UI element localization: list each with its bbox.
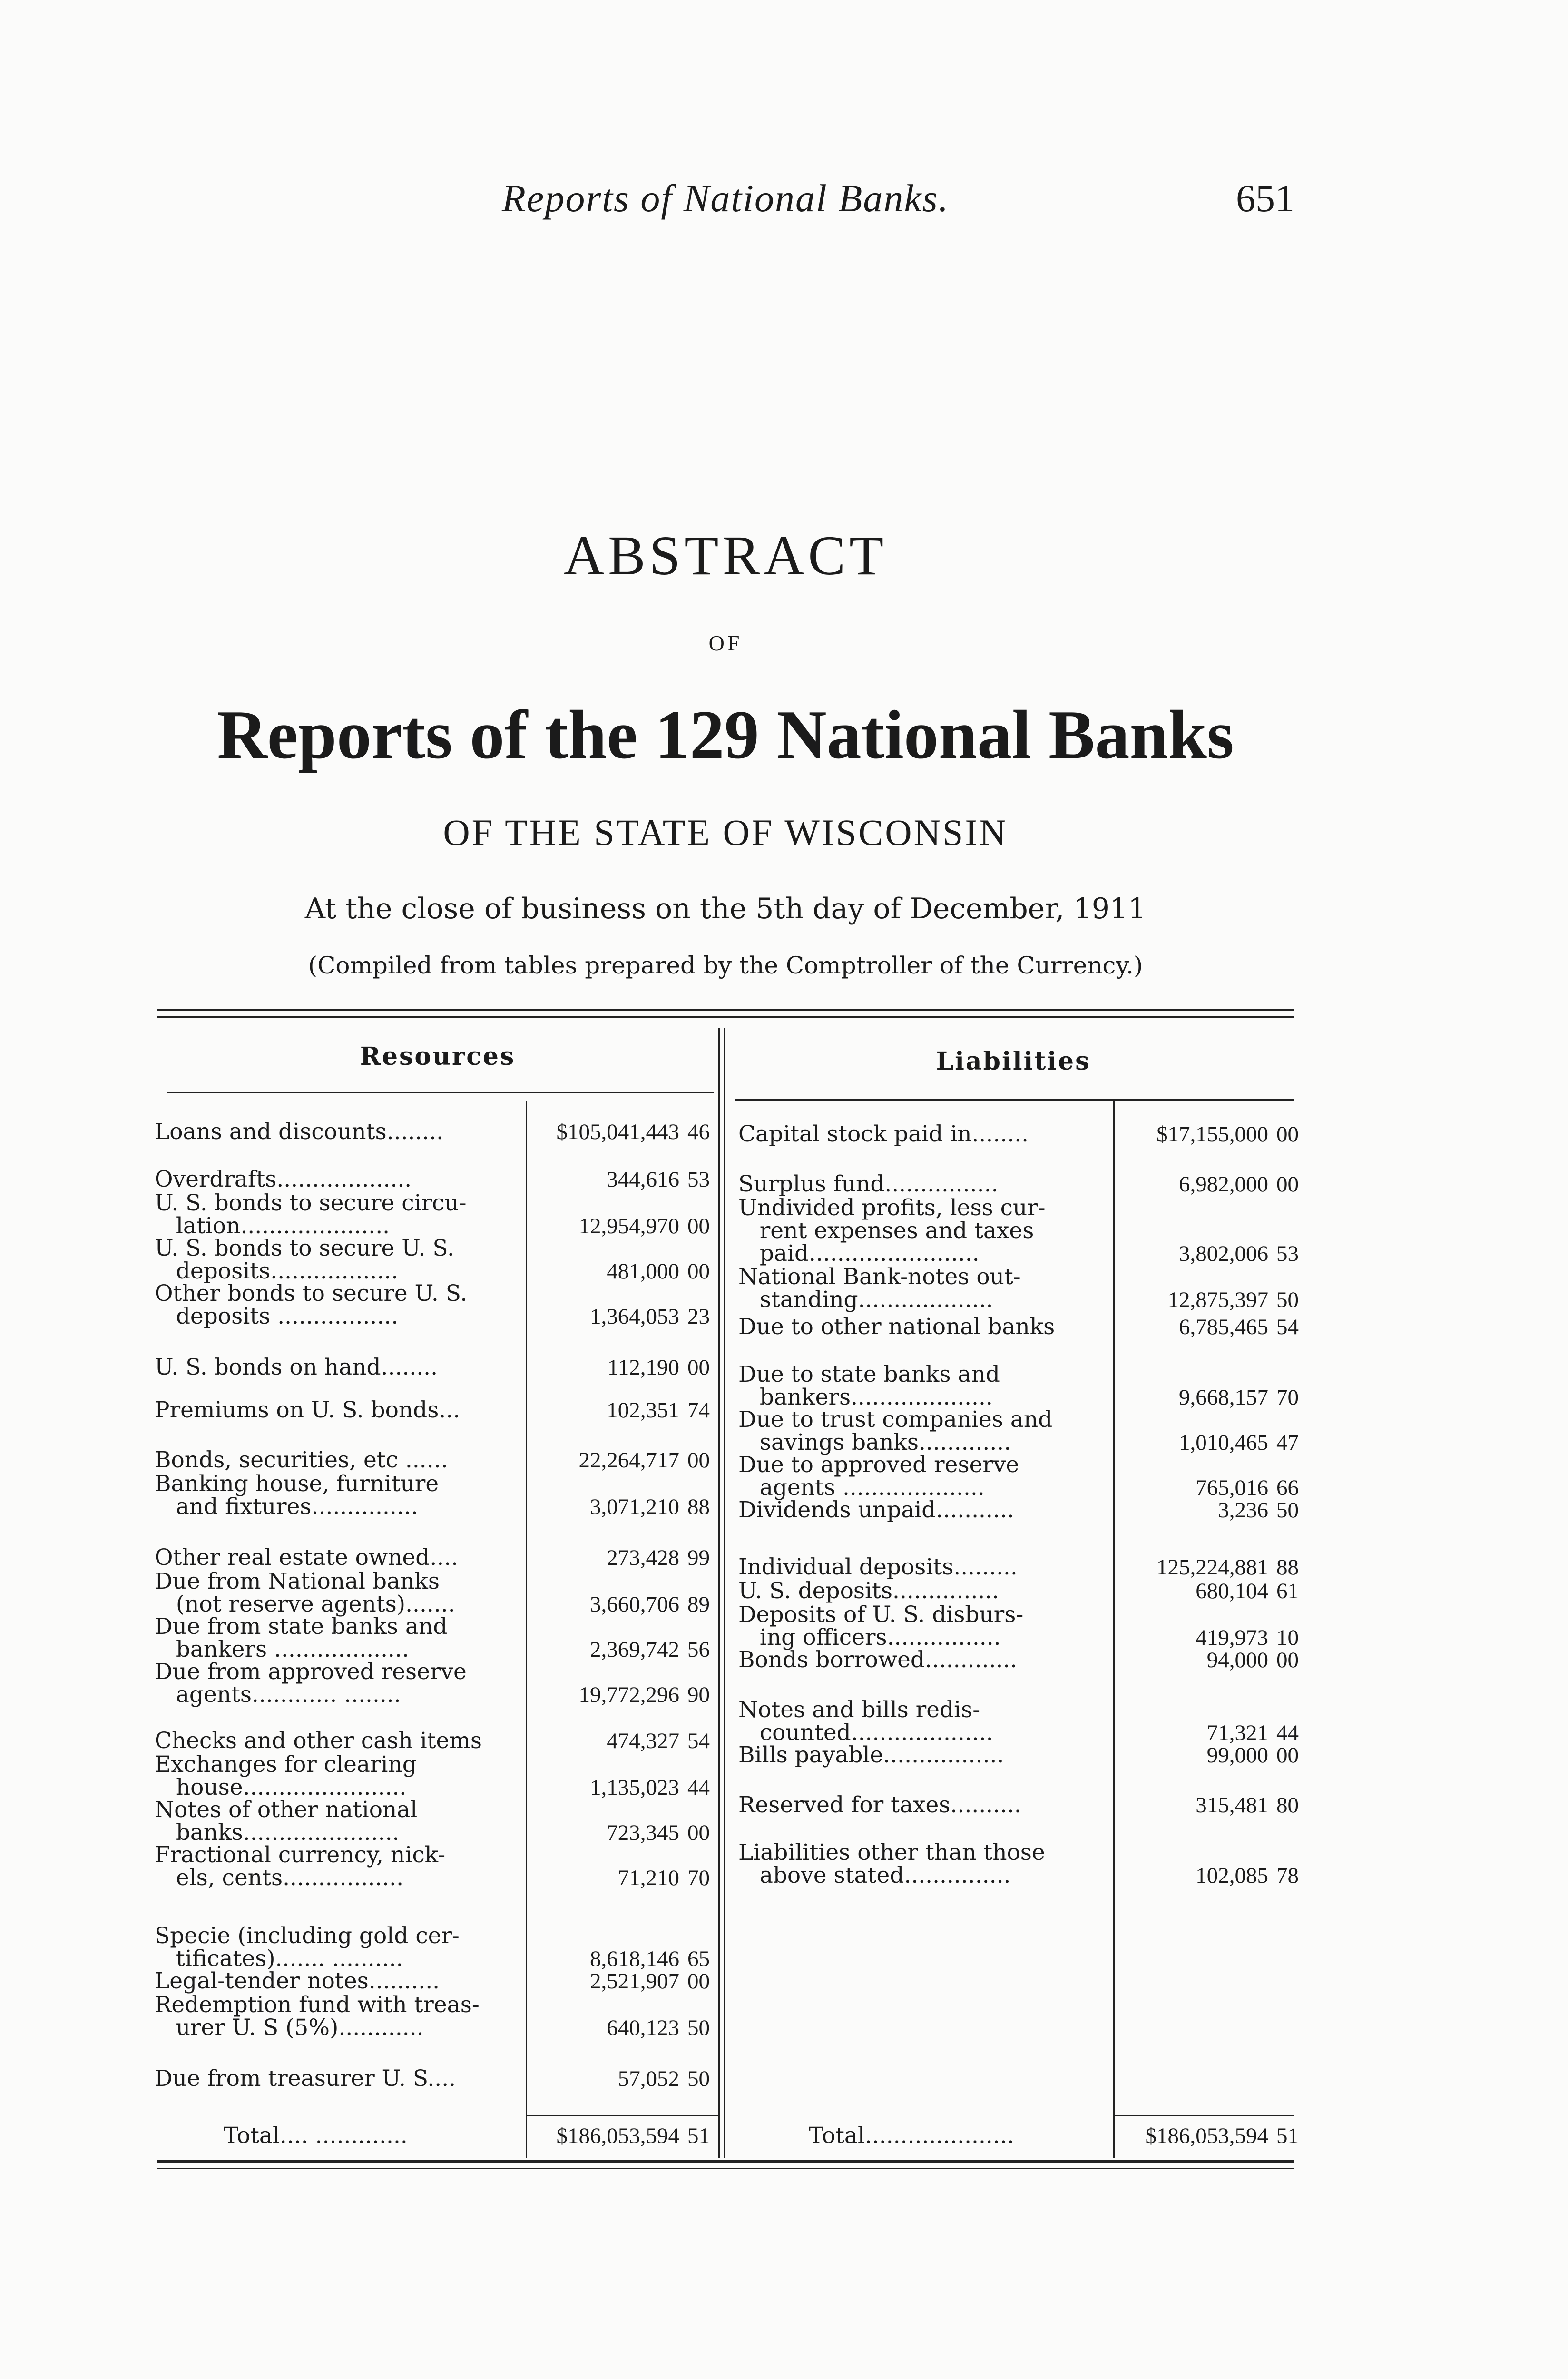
row-label: banks...................... (155, 1819, 400, 1846)
row-label: Checks and other cash items (155, 1728, 482, 1754)
row-label: Due from state banks and (155, 1613, 448, 1640)
amount-dollars: 723,345 (607, 1820, 679, 1845)
amount-cents: 65 (687, 1946, 710, 1971)
amount-dollars: $186,053,594 (556, 2123, 679, 2148)
row-label: and fixtures............... (155, 1494, 418, 1520)
row-amount (607, 1730, 710, 1752)
row-label: Legal-tender notes.......... (155, 1968, 440, 1994)
heading-state: OF THE STATE OF WISCONSIN (443, 812, 1008, 853)
center-rule (718, 1028, 720, 2158)
amount-cents: 61 (1276, 1579, 1299, 1603)
amount-cents: 00 (687, 1448, 710, 1473)
amount-cents: 53 (687, 1167, 710, 1192)
row-amount (607, 1546, 710, 1569)
row-amount (579, 1683, 710, 1706)
amount-dollars: 8,618,146 (590, 1946, 679, 1971)
amount-dollars: 2,521,907 (590, 1969, 679, 1994)
running-head (0, 176, 1568, 228)
row-label: Dividends unpaid........... (738, 1497, 1014, 1523)
amount-cents: 00 (1276, 1648, 1299, 1672)
row-label: tificates)....... .......... (155, 1946, 403, 1972)
row-label: Individual deposits......... (738, 1554, 1018, 1580)
heading-note: (Compiled from tables prepared by the Comptroller of the Currency.) (308, 952, 1143, 979)
table-bottom-rule (157, 2168, 1294, 2169)
row-amount (1196, 1580, 1299, 1602)
heading-of: OF (708, 631, 743, 655)
amount-dollars: 6,785,465 (1179, 1315, 1268, 1339)
amount-dollars: 19,772,296 (578, 1682, 679, 1707)
row-amount (590, 1947, 710, 1970)
row-amount (607, 1168, 710, 1191)
amount-cents: 54 (687, 1729, 710, 1753)
row-label: ing officers................ (738, 1624, 1001, 1651)
row-amount (1179, 1242, 1299, 1265)
row-amount (607, 1399, 710, 1422)
table-top-rule (157, 1016, 1294, 1018)
center-rule (724, 1028, 725, 2158)
amount-dollars: 481,000 (607, 1259, 679, 1284)
row-amount (1196, 1864, 1299, 1887)
row-label: bankers ................... (155, 1636, 409, 1662)
row-amount (1168, 1288, 1299, 1311)
amount-cents: 00 (1276, 1743, 1299, 1768)
heading-date-line: At the close of business on the 5th day of December, 1911 (304, 892, 1147, 925)
row-label: rent expenses and taxes (738, 1218, 1034, 1244)
row-label: Deposits of U. S. disburs- (738, 1602, 1024, 1628)
row-amount (1179, 1173, 1299, 1196)
row-label: Specie (including gold cer- (155, 1923, 460, 1949)
row-label: Loans and discounts........ (155, 1119, 444, 1145)
amount-dollars: 57,052 (617, 2066, 679, 2091)
row-amount (1218, 1499, 1299, 1522)
amount-cents: 90 (687, 1682, 710, 1707)
amount-dollars: 474,327 (607, 1729, 679, 1753)
row-amount (579, 1449, 710, 1472)
amount-cents: 99 (687, 1545, 710, 1570)
amount-cents: 44 (687, 1775, 710, 1800)
amount-dollars: 3,071,210 (590, 1494, 679, 1519)
row-amount (607, 1260, 710, 1283)
row-label: Due to other national banks (738, 1314, 1055, 1340)
row-label: Due from treasurer U. S.... (155, 2065, 456, 2092)
page-number: 651 (1236, 177, 1294, 220)
total-amount (1146, 2124, 1299, 2147)
amount-dollars: 1,135,023 (590, 1775, 679, 1800)
row-label: Due from approved reserve (155, 1659, 467, 1685)
amount-cents: 89 (687, 1592, 710, 1617)
amount-dollars: 9,668,157 (1179, 1385, 1268, 1410)
amount-cents: 00 (687, 1259, 710, 1284)
amount-dollars: 3,236 (1218, 1498, 1268, 1523)
amount-dollars: 71,321 (1206, 1720, 1268, 1745)
row-amount (618, 2067, 710, 2090)
row-label: Premiums on U. S. bonds... (155, 1397, 461, 1423)
total-rule (1115, 2115, 1294, 2116)
amount-dollars: 640,123 (607, 2015, 679, 2040)
row-amount (557, 1121, 710, 1143)
amount-dollars: 112,190 (607, 1355, 679, 1380)
row-label: Bonds borrowed............. (738, 1647, 1018, 1673)
amount-dollars: 3,802,006 (1179, 1241, 1268, 1266)
row-label: Due to trust companies and (738, 1406, 1053, 1433)
row-amount (590, 1593, 710, 1616)
amount-cents: 51 (687, 2123, 710, 2148)
row-label: Surplus fund................ (738, 1171, 999, 1197)
page-title: Reports of the 129 National Banks (217, 696, 1234, 773)
amount-dollars: 102,085 (1196, 1863, 1268, 1888)
amount-dollars: 273,428 (607, 1545, 679, 1570)
total-amount (557, 2124, 710, 2147)
row-amount (590, 1638, 710, 1661)
row-label: Fractional currency, nick- (155, 1842, 446, 1868)
resources-header: Resources (360, 1042, 516, 1071)
amount-dollars: 315,481 (1196, 1793, 1268, 1818)
row-label: Due to state banks and (738, 1361, 1000, 1387)
row-label: Due from National banks (155, 1568, 440, 1594)
total-label: Total.... ............. (224, 2123, 408, 2149)
row-label: Bonds, securities, etc ...... (155, 1447, 448, 1473)
amount-cents: 50 (1276, 1288, 1299, 1312)
row-amount (579, 1215, 710, 1238)
row-label: Overdrafts................... (155, 1166, 412, 1192)
row-amount (1179, 1386, 1299, 1409)
row-label: Reserved for taxes.......... (738, 1792, 1021, 1818)
amount-cents: 44 (1276, 1720, 1299, 1745)
amount-cents: 66 (1276, 1475, 1299, 1500)
row-label: savings banks............. (738, 1429, 1011, 1455)
row-amount (618, 1867, 710, 1889)
row-amount (1196, 1476, 1299, 1499)
table-top-rule (157, 1009, 1294, 1011)
amount-dollars: 1,010,465 (1179, 1430, 1268, 1455)
header-rule (167, 1092, 714, 1093)
row-amount (590, 1776, 710, 1799)
row-label: deposits ................. (155, 1303, 399, 1329)
liabilities-header: Liabilities (936, 1047, 1091, 1076)
row-label: Notes and bills redis- (738, 1697, 980, 1723)
liabilities-amount-rule (1113, 1101, 1115, 2158)
row-label: Undivided profits, less cur- (738, 1195, 1046, 1221)
amount-cents: 78 (1276, 1863, 1299, 1888)
amount-dollars: 3,660,706 (590, 1592, 679, 1617)
row-label: standing................... (738, 1287, 993, 1313)
row-label: U. S. deposits............... (738, 1578, 1000, 1604)
row-label: Exchanges for clearing (155, 1751, 417, 1778)
amount-dollars: 680,104 (1196, 1579, 1268, 1603)
amount-dollars: 102,351 (607, 1398, 679, 1423)
amount-dollars: 71,210 (617, 1866, 679, 1890)
amount-cents: 54 (1276, 1315, 1299, 1339)
row-label: U. S. bonds to secure circu- (155, 1190, 467, 1216)
row-label: agents .................... (738, 1475, 985, 1501)
row-label: deposits.................. (155, 1258, 399, 1284)
row-label: Capital stock paid in........ (738, 1121, 1029, 1147)
amount-dollars: 99,000 (1206, 1743, 1268, 1768)
resources-amount-rule (526, 1101, 527, 2158)
amount-cents: 00 (687, 1214, 710, 1239)
row-label: National Bank-notes out- (738, 1264, 1021, 1290)
amount-dollars: 6,982,000 (1179, 1172, 1268, 1197)
amount-cents: 56 (687, 1637, 710, 1662)
amount-cents: 10 (1276, 1625, 1299, 1650)
amount-dollars: $105,041,443 (556, 1120, 679, 1144)
row-label: Other real estate owned.... (155, 1544, 459, 1571)
row-amount (1207, 1721, 1299, 1744)
amount-dollars: 419,973 (1196, 1625, 1268, 1650)
amount-cents: 50 (687, 2066, 710, 2091)
amount-cents: 00 (687, 1969, 710, 1994)
row-label: Liabilities other than those (738, 1839, 1045, 1866)
amount-cents: 50 (687, 2015, 710, 2040)
row-amount (608, 1356, 710, 1379)
row-label: paid........................ (738, 1240, 980, 1267)
row-amount (1156, 1556, 1299, 1579)
row-label: house....................... (155, 1774, 407, 1800)
row-label: Due to approved reserve (738, 1452, 1019, 1478)
amount-cents: 53 (1276, 1241, 1299, 1266)
amount-cents: 51 (1276, 2123, 1299, 2148)
amount-cents: 47 (1276, 1430, 1299, 1455)
amount-dollars: 125,224,881 (1156, 1555, 1268, 1580)
row-amount (1207, 1649, 1299, 1671)
row-amount (590, 1970, 710, 1993)
amount-cents: 00 (687, 1820, 710, 1845)
row-label: U. S. bonds on hand........ (155, 1354, 438, 1380)
row-label: Notes of other national (155, 1797, 418, 1823)
row-label: U. S. bonds to secure U. S. (155, 1235, 454, 1261)
row-label: bankers.................... (738, 1384, 993, 1410)
row-amount (607, 1821, 710, 1844)
amount-dollars: 2,369,742 (590, 1637, 679, 1662)
amount-cents: 80 (1276, 1793, 1299, 1818)
row-amount (1179, 1431, 1299, 1454)
row-label: urer U. S (5%)............ (155, 2015, 424, 2041)
amount-cents: 88 (1276, 1555, 1299, 1580)
amount-cents: 70 (1276, 1385, 1299, 1410)
row-label: els, cents................. (155, 1865, 404, 1891)
amount-cents: 00 (687, 1355, 710, 1380)
amount-cents: 46 (687, 1120, 710, 1144)
running-head-title: Reports of National Banks. (501, 177, 950, 220)
row-amount (1207, 1744, 1299, 1767)
amount-dollars: 12,875,397 (1167, 1288, 1268, 1312)
row-amount (590, 1305, 710, 1328)
heading-abstract: ABSTRACT (563, 524, 888, 587)
total-label: Total..................... (809, 2123, 1014, 2149)
row-amount (590, 1495, 710, 1518)
amount-cents: 23 (687, 1304, 710, 1329)
row-label: Banking house, furniture (155, 1471, 439, 1497)
row-amount (1179, 1316, 1299, 1338)
row-label: counted.................... (738, 1720, 993, 1746)
amount-dollars: 94,000 (1206, 1648, 1268, 1672)
amount-dollars: 1,364,053 (590, 1304, 679, 1329)
row-label: (not reserve agents)....... (155, 1591, 455, 1617)
row-label: Bills payable................. (738, 1742, 1004, 1768)
row-amount (1196, 1626, 1299, 1649)
amount-cents: 70 (687, 1866, 710, 1890)
amount-cents: 88 (687, 1494, 710, 1519)
row-label: lation..................... (155, 1213, 390, 1239)
amount-dollars: $17,155,000 (1156, 1122, 1268, 1147)
amount-cents: 00 (1276, 1122, 1299, 1147)
row-amount (1196, 1794, 1299, 1817)
amount-cents: 74 (687, 1398, 710, 1423)
row-amount (607, 2016, 710, 2039)
row-label: above stated............... (738, 1862, 1011, 1888)
amount-dollars: $186,053,594 (1145, 2123, 1268, 2148)
table-bottom-rule (157, 2160, 1294, 2163)
total-rule (527, 2115, 718, 2116)
amount-dollars: 12,954,970 (578, 1214, 679, 1239)
row-label: agents............ ........ (155, 1681, 401, 1708)
amount-cents: 00 (1276, 1172, 1299, 1197)
amount-dollars: 765,016 (1196, 1475, 1268, 1500)
amount-dollars: 22,264,717 (578, 1448, 679, 1473)
row-amount (1156, 1123, 1299, 1146)
amount-dollars: 344,616 (607, 1167, 679, 1192)
row-label: Other bonds to secure U. S. (155, 1280, 468, 1307)
header-rule (735, 1099, 1294, 1101)
row-label: Redemption fund with treas- (155, 1992, 480, 2018)
amount-cents: 50 (1276, 1498, 1299, 1523)
